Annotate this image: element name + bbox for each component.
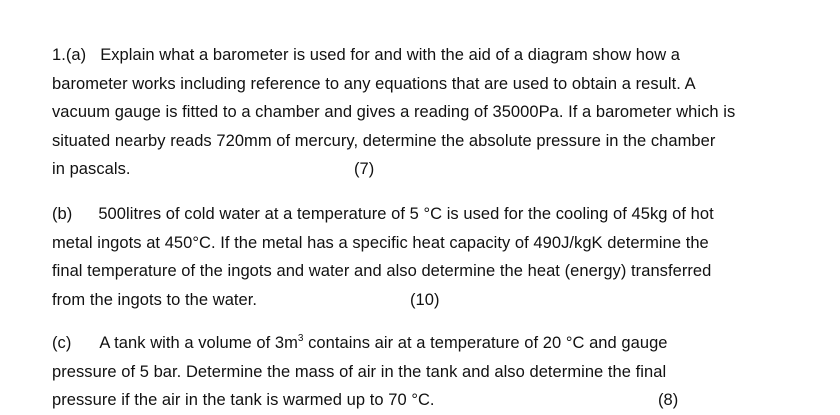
part-a-line-3: vacuum gauge is fitted to a chamber and gives a reading of 35000Pa. If a barometer which is	[52, 103, 736, 121]
part-c-superscript: 3	[297, 332, 304, 344]
part-a-text-1: Explain what a barometer is used for and with the aid of a diagram show how a	[100, 46, 681, 64]
part-c-marks: (8)	[658, 391, 679, 409]
question-part-a	[52, 41, 812, 184]
part-a-number: 1.(a)	[52, 46, 87, 64]
part-c-text-3: pressure if the air in the tank is warmed up to 70 °C.	[52, 391, 435, 409]
part-b-marks: (10)	[410, 290, 440, 309]
part-b-line-2: metal ingots at 450°C. If the metal has a specific heat capacity of 490J/kgK determine the	[52, 233, 709, 252]
part-b-text-4: from the ingots to the water.	[52, 290, 258, 309]
part-c-number: (c)	[52, 334, 72, 352]
part-c-text-1a: A tank with a volume of 3m	[99, 334, 298, 352]
part-b-number: (b)	[52, 205, 73, 223]
part-c-line-1	[52, 329, 812, 358]
part-c-text-1b: contains air at a temperature of 20 °C and gauge	[303, 334, 668, 352]
part-a-line-1	[52, 41, 812, 70]
part-a-text-5: in pascals.	[52, 160, 131, 178]
question-part-c	[52, 329, 812, 415]
part-a-line-5	[52, 155, 812, 184]
part-b-line-3: final temperature of the ingots and water and also determine the heat (energy) transferred	[52, 262, 712, 280]
part-c-line-3	[52, 386, 812, 415]
part-b-line-4	[52, 286, 812, 315]
part-c-line-2: pressure of 5 bar. Determine the mass of air in the tank and also determine the final	[52, 362, 667, 381]
part-a-line-4: situated nearby reads 720mm of mercury, determine the absolute pressure in the chamber	[52, 131, 716, 150]
part-a-marks: (7)	[354, 160, 375, 178]
part-b-line-1	[52, 200, 812, 229]
part-a-line-2: barometer works including reference to any equations that are used to obtain a result. A	[52, 74, 696, 93]
part-b-text-1: 500litres of cold water at a temperature of 5 °C is used for the cooling of 45kg of hot	[98, 205, 714, 223]
question-part-b	[52, 200, 812, 314]
